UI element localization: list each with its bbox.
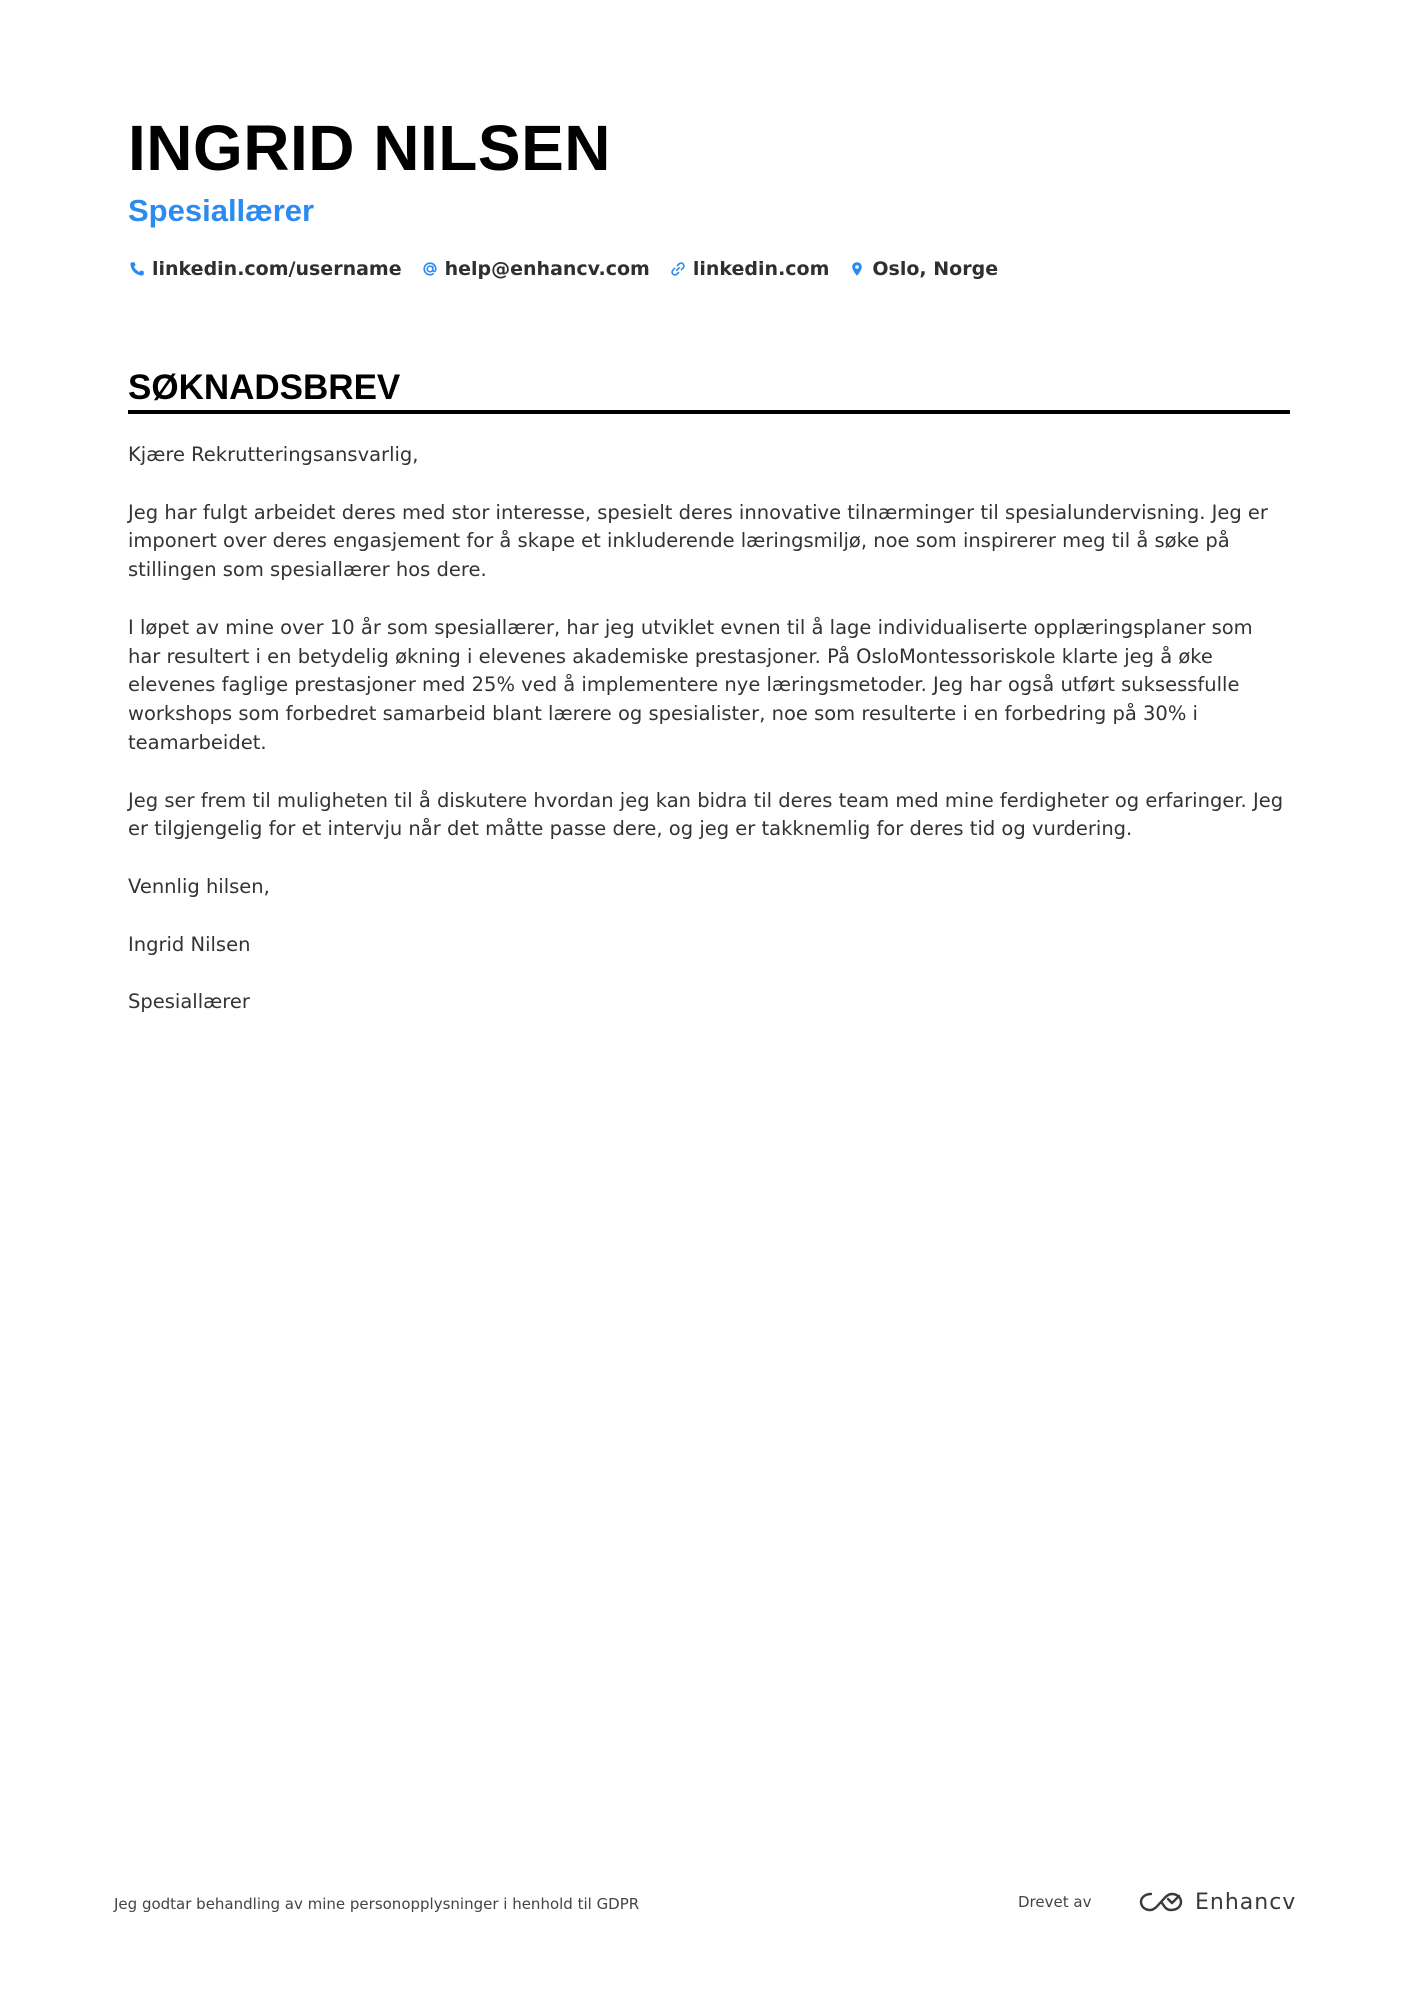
contact-email-text: help@enhancv.com — [444, 258, 650, 280]
candidate-name: INGRID NILSEN — [128, 112, 611, 184]
contact-phone-text: linkedin.com/username — [152, 258, 402, 280]
letter-closing: Vennlig hilsen, — [128, 874, 270, 898]
link-icon — [669, 260, 687, 278]
contact-location — [848, 258, 998, 280]
contact-bar — [128, 254, 1017, 284]
signature-name: Ingrid Nilsen — [128, 932, 251, 956]
candidate-role: Spesiallærer — [128, 193, 315, 228]
letter-salutation: Kjære Rekrutteringsansvarlig, — [128, 443, 419, 466]
contact-link[interactable] — [669, 258, 830, 280]
enhancv-wordmark: Enhancv — [1195, 1889, 1297, 1915]
phone-icon — [128, 260, 146, 278]
contact-link-text: linkedin.com — [692, 258, 830, 280]
enhancv-brand[interactable] — [1137, 1885, 1296, 1919]
contact-location-text: Oslo, Norge — [872, 258, 999, 280]
at-icon — [421, 260, 439, 278]
enhancv-logo-icon — [1137, 1889, 1185, 1915]
contact-phone[interactable] — [128, 258, 402, 280]
section-divider — [128, 410, 1290, 414]
gdpr-consent-note: Jeg godtar behandling av mine personopplysninger i henhold til GDPR — [114, 1895, 640, 1913]
signature-title: Spesiallærer — [128, 990, 250, 1014]
letter-paragraph: I løpet av mine over 10 år som spesiallærer, har jeg utviklet evnen til å lage individualiserte opplæringsplaner som har resultert i en betydelig økning i elevenes akademiske prestasjoner. På OsloMontessoriskole klarte jeg å øke elevenes faglige prestasjoner med 25% ved å implementere nye læringsmetoder. Jeg har også utført suksessfulle workshops som forbedret samarbeid blant lærere og spesialister, noe som resulterte i en forbedring på 30% i teamarbeidet. — [128, 615, 1253, 754]
contact-email[interactable] — [421, 258, 650, 280]
letter-body — [128, 441, 1290, 1046]
section-title: SØKNADSBREV — [128, 368, 401, 407]
powered-by-label: Drevet av — [1018, 1893, 1092, 1911]
letter-paragraph: Jeg har fulgt arbeidet deres med stor interesse, spesielt deres innovative tilnærminger til spesialundervisning. Jeg er imponert over deres engasjement for å skape et inkluderende læringsmiljø, noe som inspirerer meg til å søke på stillingen som spesiallærer hos dere. — [128, 500, 1268, 582]
location-pin-icon — [848, 260, 866, 278]
letter-paragraph: Jeg ser frem til muligheten til å diskutere hvordan jeg kan bidra til deres team med mine ferdigheter og erfaringer. Jeg er tilgjengelig for et intervju når det måtte passe dere, og jeg er takknemlig for deres tid og vurdering. — [128, 788, 1284, 841]
